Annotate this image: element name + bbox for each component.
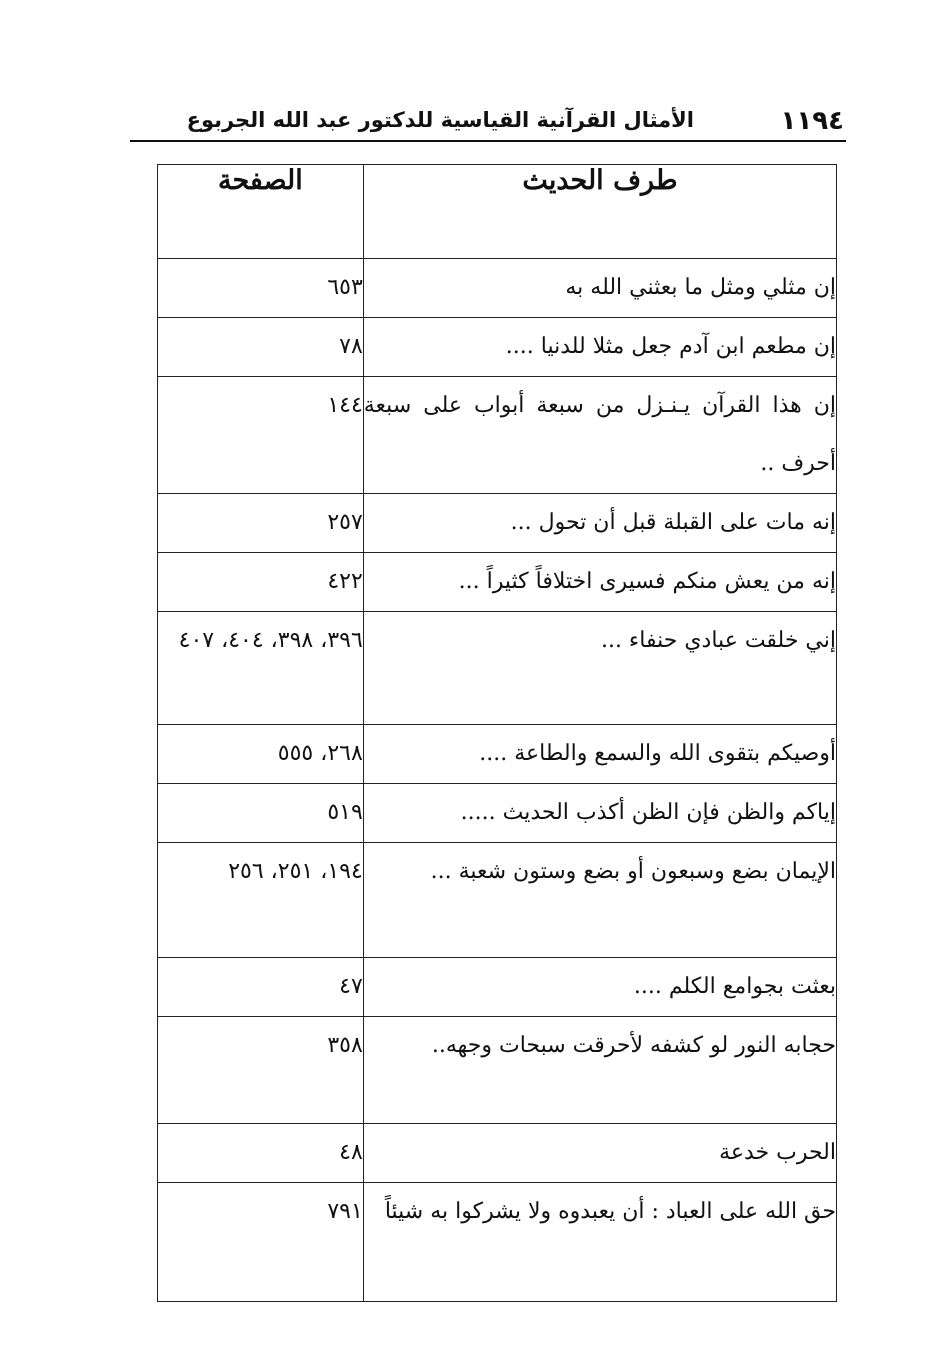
table-row bbox=[158, 377, 837, 494]
table-row bbox=[158, 1183, 837, 1302]
page-references: ٤٧ bbox=[158, 958, 364, 1017]
hadith-text: إياكم والظن فإن الظن أكذب الحديث ..... bbox=[363, 784, 836, 843]
table-row bbox=[158, 494, 837, 553]
hadith-text: إن مطعم ابن آدم جعل مثلا للدنيا .... bbox=[363, 318, 836, 377]
hadith-text: إنه من يعش منكم فسيرى اختلافاً كثيراً ... bbox=[363, 553, 836, 612]
page-references: ١٩٤، ٢٥١، ٢٥٦ bbox=[158, 843, 364, 958]
column-header-hadith: طرف الحديث bbox=[363, 165, 836, 259]
hadith-text: حق الله على العباد : أن يعبدوه ولا يشركوا به شيئاً bbox=[363, 1183, 836, 1302]
hadith-text: إني خلقت عبادي حنفاء ... bbox=[363, 612, 836, 725]
page-references: ٧٩١ bbox=[158, 1183, 364, 1302]
table-row bbox=[158, 843, 837, 958]
hadith-text: أوصيكم بتقوى الله والسمع والطاعة .... bbox=[363, 725, 836, 784]
page-references: ٢٦٨، ٥٥٥ bbox=[158, 725, 364, 784]
table-row bbox=[158, 1124, 837, 1183]
page-references: ٥١٩ bbox=[158, 784, 364, 843]
table-header-row bbox=[158, 165, 837, 259]
page-references: ٦٥٣ bbox=[158, 259, 364, 318]
hadith-text: الحرب خدعة bbox=[363, 1124, 836, 1183]
page-header bbox=[130, 104, 846, 142]
hadith-index-table bbox=[157, 164, 837, 1302]
table-row bbox=[158, 784, 837, 843]
page-references: ٤٨ bbox=[158, 1124, 364, 1183]
running-title: الأمثال القرآنية القياسية للدكتور عبد الله الجربوع bbox=[186, 108, 694, 132]
table-row bbox=[158, 958, 837, 1017]
table-row bbox=[158, 725, 837, 784]
hadith-text: إنه مات على القبلة قبل أن تحول ... bbox=[363, 494, 836, 553]
page-references: ٣٩٦، ٣٩٨، ٤٠٤، ٤٠٧ bbox=[158, 612, 364, 725]
table-row bbox=[158, 1017, 837, 1124]
page-references: ٣٥٨ bbox=[158, 1017, 364, 1124]
table-row bbox=[158, 553, 837, 612]
page-references: ٧٨ bbox=[158, 318, 364, 377]
hadith-text: إن هذا القرآن يـنـزل من سبعة أبواب على سبعة أحرف .. bbox=[363, 377, 836, 494]
hadith-text: الإيمان بضع وسبعون أو بضع وستون شعبة ... bbox=[363, 843, 836, 958]
hadith-text: إن مثلي ومثل ما بعثني الله به bbox=[363, 259, 836, 318]
hadith-text: بعثت بجوامع الكلم .... bbox=[363, 958, 836, 1017]
page-number: ١١٩٤ bbox=[780, 106, 844, 136]
table-row bbox=[158, 259, 837, 318]
page-references: ٤٢٢ bbox=[158, 553, 364, 612]
page-references: ٢٥٧ bbox=[158, 494, 364, 553]
table-row bbox=[158, 612, 837, 725]
hadith-text: حجابه النور لو كشفه لأحرقت سبحات وجهه.. bbox=[363, 1017, 836, 1124]
table-row bbox=[158, 318, 837, 377]
column-header-page: الصفحة bbox=[158, 165, 364, 259]
page-references: ١٤٤ bbox=[158, 377, 364, 494]
